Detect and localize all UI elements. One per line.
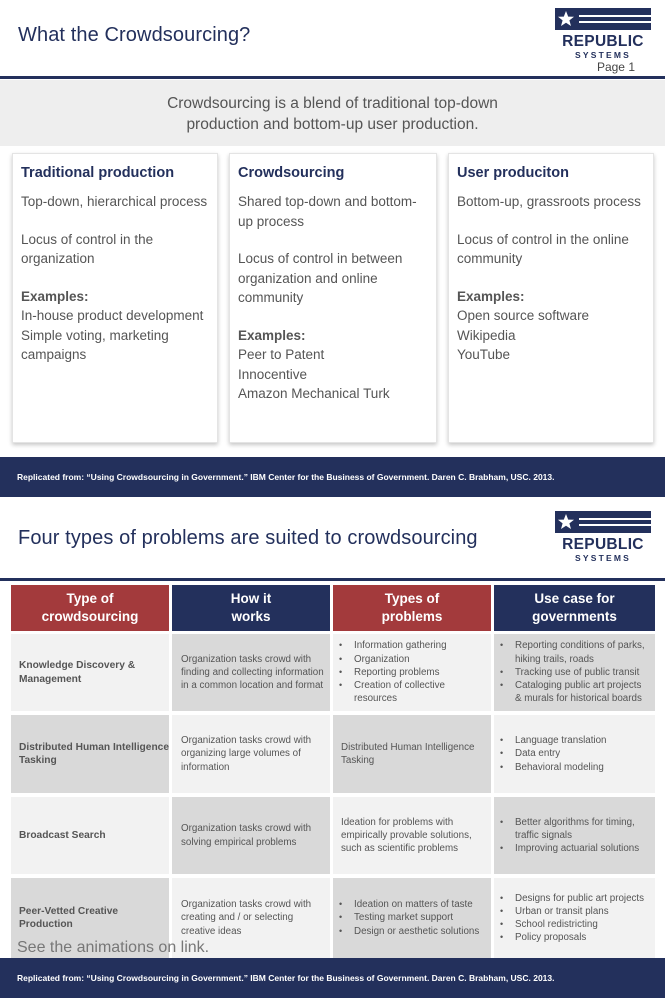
intro-line: production and bottom-up user production. (186, 116, 479, 133)
table-row-type: Broadcast Search (11, 797, 169, 874)
title-divider (0, 578, 665, 581)
card-example: Open source software (457, 308, 590, 323)
table-row-use-cases (494, 878, 655, 958)
card-examples-label: Examples: (21, 288, 89, 304)
intro-line: Crowdsourcing is a blend of traditional top-down (167, 95, 498, 112)
card-process: Shared top-down and bottom-up process (238, 194, 417, 229)
card-process: Top-down, hierarchical process (21, 194, 208, 209)
card-crowdsourcing (229, 153, 437, 443)
intro-text (0, 93, 665, 135)
card-example: In-house product development (21, 308, 204, 323)
flag-icon (555, 511, 651, 533)
table-row-type: Distributed Human Intelligence Tasking (11, 715, 169, 793)
card-example: Peer to Patent (238, 347, 325, 362)
table-row-how: Organization tasks crowd with creating and / or selecting creative ideas (172, 878, 330, 958)
list-item: • Policy proposals (494, 931, 644, 944)
table-row-problems: Distributed Human Intelligence Tasking (333, 715, 491, 793)
table-row-how: Organization tasks crowd with finding and collecting information in a common location and format (172, 634, 330, 711)
card-traditional-production (12, 153, 218, 443)
slide-title: What the Crowdsourcing? (18, 24, 251, 46)
card-example: Wikipedia (457, 327, 516, 343)
slide-four-types (0, 500, 665, 1000)
list-item: • Language translation (494, 734, 607, 747)
page-number: Page 1 (596, 60, 635, 74)
card-heading: User produciton (457, 165, 569, 181)
header-type (11, 585, 169, 631)
list-item: • Information gathering (333, 639, 489, 652)
header-how (172, 585, 330, 631)
list-item: • Improving actuarial solutions (494, 842, 649, 855)
table-row-type: Peer-Vetted Creative Production (11, 878, 169, 958)
list-item: • Urban or transit plans (494, 905, 644, 918)
header-problems (333, 585, 491, 631)
card-example: Simple voting, marketing campaigns (21, 327, 169, 362)
list-item: • Organization (333, 653, 489, 666)
list-item: • Testing market support (333, 911, 479, 924)
card-locus: Locus of control in the organization (21, 231, 154, 266)
list-item: • Data entry (494, 747, 607, 760)
citation-footer: Replicated from: “Using Crowdsourcing in Government.” IBM Center for the Business of Government. Daren C. Brabham, USC. 2013. (0, 958, 665, 998)
list-item: • School redistricting (494, 918, 644, 931)
list-item: • Better algorithms for timing, traffic signals (494, 816, 649, 842)
list-item: • Design or aesthetic solutions (333, 925, 479, 938)
card-heading: Traditional production (21, 165, 175, 181)
list-item: • Tracking use of public transit (494, 666, 649, 679)
card-heading: Crowdsourcing (238, 165, 345, 181)
header-label: How it works (230, 591, 272, 624)
table-row-how: Organization tasks crowd with organizing large volumes of information (172, 715, 330, 793)
list-item: • Cataloging public art projects & murals for historical boards (494, 679, 649, 705)
list-item: • Behavioral modeling (494, 761, 607, 774)
card-example: YouTube (457, 347, 511, 362)
logo-wordmark: REPUBLIC (562, 536, 644, 553)
table-row-use-cases (494, 634, 655, 711)
table-row-problems (333, 634, 491, 711)
table-row-how: Organization tasks crowd with solving empirical problems (172, 797, 330, 874)
header-label: Types of problems (381, 591, 443, 624)
list-item: • Creation of collective resources (333, 679, 489, 705)
card-examples-label: Examples: (457, 288, 525, 304)
header-label: Use case for governments (532, 591, 617, 624)
republic-systems-logo (555, 8, 655, 62)
logo-subtitle: SYSTEMS (574, 50, 632, 60)
list-item: • Ideation on matters of taste (333, 898, 479, 911)
list-item: • Designs for public art projects (494, 892, 644, 905)
citation-footer: Replicated from: “Using Crowdsourcing in Government.” IBM Center for the Business of Government. Daren C. Brabham, USC. 2013. (0, 457, 665, 497)
table-row-problems: Ideation for problems with empirically provable solutions, such as scientific problems (333, 797, 491, 874)
card-examples-label: Examples: (238, 327, 306, 343)
slide-title: Four types of problems are suited to crowdsourcing (18, 527, 478, 549)
logo-wordmark: REPUBLIC (562, 33, 644, 50)
republic-systems-logo (555, 511, 655, 565)
list-item: • Reporting problems (333, 666, 489, 679)
table-row-use-cases (494, 715, 655, 793)
table-row-use-cases (494, 797, 655, 874)
card-example: Amazon Mechanical Turk (238, 386, 390, 401)
title-divider (0, 76, 665, 79)
list-item: • Reporting conditions of parks, hiking trails, roads (494, 639, 649, 665)
card-locus: Locus of control in the online community (457, 231, 629, 266)
card-user-production (448, 153, 654, 443)
header-use-case (494, 585, 655, 631)
card-process: Bottom-up, grassroots process (457, 194, 641, 209)
table-row-type: Knowledge Discovery & Management (11, 634, 169, 711)
flag-icon (555, 8, 651, 30)
card-locus: Locus of control in between organization and online community (238, 251, 403, 305)
card-example: Innocentive (238, 366, 308, 382)
animations-link-note[interactable]: See the animations on link. (17, 939, 210, 956)
header-label: Type of crowdsourcing (41, 591, 139, 624)
table-row-problems (333, 878, 491, 958)
logo-subtitle: SYSTEMS (574, 553, 632, 563)
